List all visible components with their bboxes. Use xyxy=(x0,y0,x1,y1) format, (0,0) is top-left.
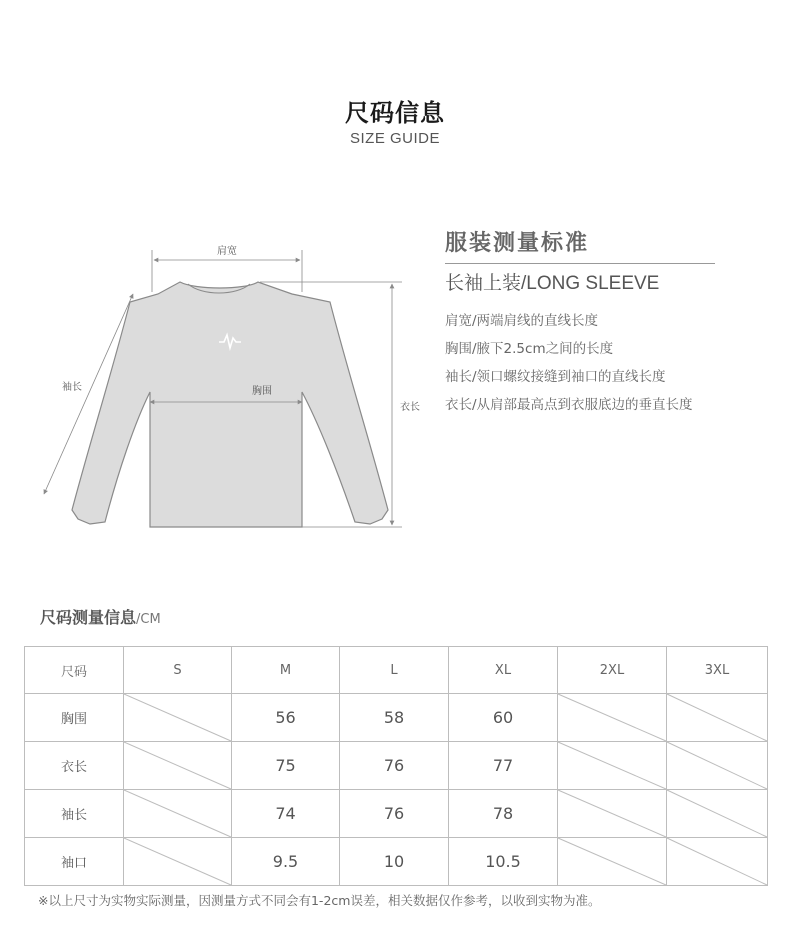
table-cell xyxy=(558,790,667,838)
label-length: 衣长 xyxy=(400,402,420,413)
row-label: 胸围 xyxy=(25,694,124,742)
standard-title: 服装测量标准 xyxy=(445,231,590,256)
table-row xyxy=(25,790,768,838)
table-cell: 10 xyxy=(340,838,449,886)
page-header xyxy=(0,98,790,147)
header-cell: S xyxy=(124,647,232,694)
table-cell xyxy=(558,742,667,790)
table-cell xyxy=(558,838,667,886)
table-cell xyxy=(558,694,667,742)
slash-line xyxy=(667,694,767,741)
table-cell xyxy=(667,742,768,790)
size-info-title-text: 尺码测量信息 xyxy=(40,608,137,627)
shirt-diagram-svg xyxy=(30,232,420,552)
page-title: 尺码信息 xyxy=(345,99,445,127)
table-cell: 56 xyxy=(232,694,340,742)
table-cell: 9.5 xyxy=(232,838,340,886)
slash-line xyxy=(667,790,767,837)
table-cell: 75 xyxy=(232,742,340,790)
table-cell: 58 xyxy=(340,694,449,742)
shirt-shape xyxy=(72,282,388,527)
table-row xyxy=(25,838,768,886)
empty-cell-slash xyxy=(667,838,767,885)
footnote: ※以上尺寸为实物实际测量，因测量方式不同会有1-2cm误差，相关数据仅作参考，以收到实物为准。 xyxy=(38,893,601,908)
standard-item: 胸围/腋下2.5cm之间的长度 xyxy=(445,341,614,357)
table-cell: 78 xyxy=(449,790,558,838)
table-cell: 76 xyxy=(340,742,449,790)
standard-item: 衣长/从肩部最高点到衣服底边的垂直长度 xyxy=(445,397,693,413)
size-info-title xyxy=(40,605,161,628)
table-cell xyxy=(124,838,232,886)
slash-line xyxy=(667,742,767,789)
empty-cell-slash xyxy=(558,790,666,837)
table-cell: 74 xyxy=(232,790,340,838)
table-row xyxy=(25,694,768,742)
standard-divider xyxy=(445,263,715,264)
header-cell: M xyxy=(232,647,340,694)
slash-line xyxy=(124,694,231,741)
label-chest: 胸围 xyxy=(252,386,272,397)
table-cell xyxy=(667,838,768,886)
table-row xyxy=(25,742,768,790)
empty-cell-slash xyxy=(667,694,767,741)
slash-line xyxy=(558,742,666,789)
standard-list xyxy=(445,307,720,419)
empty-cell-slash xyxy=(667,742,767,789)
table-cell xyxy=(124,694,232,742)
slash-line xyxy=(124,742,231,789)
row-label: 衣长 xyxy=(25,742,124,790)
slash-line xyxy=(558,694,666,741)
empty-cell-slash xyxy=(124,790,231,837)
table-cell xyxy=(667,694,768,742)
page-subtitle: SIZE GUIDE xyxy=(349,130,440,147)
table-cell xyxy=(124,742,232,790)
size-info-unit: /CM xyxy=(136,612,161,627)
empty-cell-slash xyxy=(558,694,666,741)
table-cell xyxy=(667,790,768,838)
empty-cell-slash xyxy=(124,742,231,789)
empty-cell-slash xyxy=(124,694,231,741)
empty-cell-slash xyxy=(558,742,666,789)
header-cell: 2XL xyxy=(558,647,667,694)
header-cell: XL xyxy=(449,647,558,694)
table-cell: 76 xyxy=(340,790,449,838)
standard-item: 肩宽/两端肩线的直线长度 xyxy=(445,313,599,329)
row-label: 袖长 xyxy=(25,790,124,838)
table-cell: 77 xyxy=(449,742,558,790)
standard-item: 袖长/领口螺纹接缝到袖口的直线长度 xyxy=(445,369,666,385)
table-cell xyxy=(124,790,232,838)
slash-line xyxy=(667,838,767,885)
table-cell: 60 xyxy=(449,694,558,742)
header-cell: L xyxy=(340,647,449,694)
slash-line xyxy=(558,790,666,837)
shirt-diagram xyxy=(30,232,420,552)
header-cell: 尺码 xyxy=(25,647,124,694)
slash-line xyxy=(124,790,231,837)
empty-cell-slash xyxy=(558,838,666,885)
table-cell: 10.5 xyxy=(449,838,558,886)
label-shoulder: 肩宽 xyxy=(217,246,237,257)
slash-line xyxy=(124,838,231,885)
label-sleeve: 袖长 xyxy=(62,382,82,393)
table-header-row xyxy=(25,647,768,694)
slash-line xyxy=(558,838,666,885)
row-label: 袖口 xyxy=(25,838,124,886)
empty-cell-slash xyxy=(667,790,767,837)
size-table xyxy=(24,646,768,886)
measurement-standard xyxy=(445,228,720,419)
empty-cell-slash xyxy=(124,838,231,885)
header-cell: 3XL xyxy=(667,647,768,694)
standard-subtitle: 长袖上装/LONG SLEEVE xyxy=(445,273,660,294)
